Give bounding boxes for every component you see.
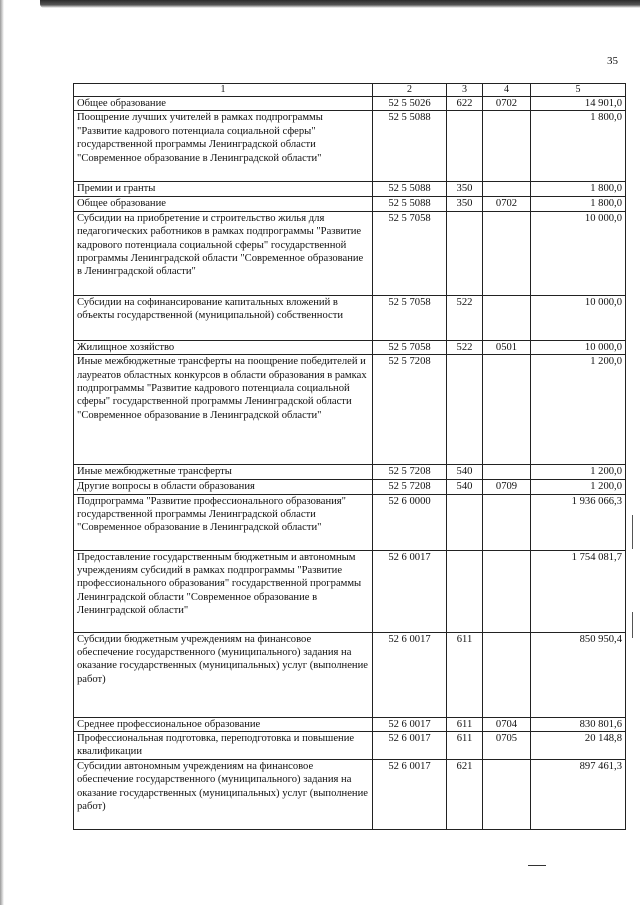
- row-vr-cell: 611: [447, 717, 483, 731]
- table-row: [74, 355, 626, 465]
- row-vr-cell: [447, 550, 483, 632]
- scan-bottom-mark: [528, 865, 546, 866]
- row-code-cell: 52 6 0017: [373, 717, 447, 731]
- row-rz-cell: 0705: [483, 732, 531, 760]
- row-name-cell: Жилищное хозяйство: [74, 340, 373, 354]
- row-name-cell: Иные межбюджетные трансферты на поощрение победителей и лауреатов областных конкурсов в области образования в рамках подпрограммы "Развитие кадрового потенциала социальной сферы" государственной программы Ленинградской области "Современное образование в Ленинградской области": [74, 355, 373, 465]
- table-row: [74, 732, 626, 760]
- header-cell-rz: 4: [483, 84, 531, 97]
- row-rz-cell: [483, 295, 531, 340]
- row-vr-cell: [447, 211, 483, 295]
- row-name-cell: Субсидии на софинансирование капитальных вложений в объекты государственной (муниципальной) собственности: [74, 295, 373, 340]
- row-name-cell: Общее образование: [74, 197, 373, 211]
- row-rz-cell: [483, 211, 531, 295]
- row-rz-cell: [483, 550, 531, 632]
- table-row: [74, 717, 626, 731]
- header-cell-name: 1: [74, 84, 373, 97]
- row-sum-cell: 830 801,6: [531, 717, 626, 731]
- row-name-cell: Субсидии на приобретение и строительство жилья для педагогических работников в рамках подпрограммы "Развитие кадрового потенциала социальной сферы" государственной программы Ленинградской области "Современное образование в Ленинградской области": [74, 211, 373, 295]
- row-sum-cell: 1 800,0: [531, 182, 626, 197]
- row-vr-cell: 350: [447, 182, 483, 197]
- row-code-cell: 52 6 0017: [373, 632, 447, 717]
- row-rz-cell: [483, 632, 531, 717]
- row-vr-cell: 540: [447, 465, 483, 480]
- row-code-cell: 52 6 0017: [373, 759, 447, 829]
- budget-table-body: [74, 84, 626, 830]
- table-row: [74, 494, 626, 550]
- row-vr-cell: 522: [447, 340, 483, 354]
- table-row: [74, 211, 626, 295]
- row-code-cell: 52 5 7208: [373, 480, 447, 494]
- row-rz-cell: [483, 355, 531, 465]
- row-sum-cell: 20 148,8: [531, 732, 626, 760]
- row-sum-cell: 10 000,0: [531, 295, 626, 340]
- table-row: [74, 340, 626, 354]
- header-cell-vr: 3: [447, 84, 483, 97]
- row-rz-cell: [483, 111, 531, 182]
- row-vr-cell: 621: [447, 759, 483, 829]
- row-name-cell: Общее образование: [74, 97, 373, 111]
- table-row: [74, 480, 626, 494]
- table-row: [74, 97, 626, 111]
- row-name-cell: Другие вопросы в области образования: [74, 480, 373, 494]
- row-rz-cell: [483, 494, 531, 550]
- table-row: [74, 111, 626, 182]
- row-sum-cell: 1 200,0: [531, 465, 626, 480]
- table-row: [74, 550, 626, 632]
- scan-left-edge: [0, 0, 4, 905]
- table-row: [74, 632, 626, 717]
- table-row: [74, 295, 626, 340]
- page-number: 35: [607, 55, 618, 67]
- table-row: [74, 182, 626, 197]
- row-rz-cell: [483, 759, 531, 829]
- row-vr-cell: 622: [447, 97, 483, 111]
- scan-margin-mark: [632, 612, 633, 638]
- row-rz-cell: [483, 182, 531, 197]
- row-vr-cell: 522: [447, 295, 483, 340]
- row-vr-cell: 350: [447, 197, 483, 211]
- row-code-cell: 52 5 7058: [373, 211, 447, 295]
- row-name-cell: Субсидии автономным учреждениям на финансовое обеспечение государственного (муниципального) задания на оказание государственных (муниципальных) услуг (выполнение работ): [74, 759, 373, 829]
- row-name-cell: Субсидии бюджетным учреждениям на финансовое обеспечение государственного (муниципального) задания на оказание государственных (муниципальных) услуг (выполнение работ): [74, 632, 373, 717]
- row-vr-cell: 611: [447, 632, 483, 717]
- row-code-cell: 52 6 0000: [373, 494, 447, 550]
- row-rz-cell: [483, 465, 531, 480]
- row-name-cell: Предоставление государственным бюджетным и автономным учреждениям субсидий в рамках подпрограммы "Развитие профессионального образования" государственной программы Ленинградской области "Современное образование в Ленинградской области": [74, 550, 373, 632]
- table-row: [74, 197, 626, 211]
- row-sum-cell: 1 754 081,7: [531, 550, 626, 632]
- row-code-cell: 52 5 5088: [373, 111, 447, 182]
- row-sum-cell: 1 936 066,3: [531, 494, 626, 550]
- row-name-cell: Иные межбюджетные трансферты: [74, 465, 373, 480]
- row-name-cell: Поощрение лучших учителей в рамках подпрограммы "Развитие кадрового потенциала социальной сферы" государственной программы Ленинградской области "Современное образование в Ленинградской области": [74, 111, 373, 182]
- row-sum-cell: 1 800,0: [531, 197, 626, 211]
- row-code-cell: 52 5 7058: [373, 340, 447, 354]
- table-row: [74, 465, 626, 480]
- table-row: [74, 759, 626, 829]
- row-code-cell: 52 5 7208: [373, 465, 447, 480]
- row-sum-cell: 10 000,0: [531, 211, 626, 295]
- row-code-cell: 52 5 5026: [373, 97, 447, 111]
- row-name-cell: Премии и гранты: [74, 182, 373, 197]
- row-rz-cell: 0709: [483, 480, 531, 494]
- row-rz-cell: 0702: [483, 97, 531, 111]
- budget-table: [73, 83, 626, 830]
- header-cell-code: 2: [373, 84, 447, 97]
- row-sum-cell: 14 901,0: [531, 97, 626, 111]
- row-sum-cell: 1 800,0: [531, 111, 626, 182]
- row-sum-cell: 897 461,3: [531, 759, 626, 829]
- row-rz-cell: 0702: [483, 197, 531, 211]
- row-vr-cell: 540: [447, 480, 483, 494]
- row-name-cell: Подпрограмма "Развитие профессионального образования" государственной программы Ленинградской области "Современное образование в Ленинградской области": [74, 494, 373, 550]
- row-sum-cell: 850 950,4: [531, 632, 626, 717]
- row-code-cell: 52 5 5088: [373, 182, 447, 197]
- row-name-cell: Среднее профессиональное образование: [74, 717, 373, 731]
- scan-top-edge: [40, 0, 640, 8]
- row-code-cell: 52 6 0017: [373, 550, 447, 632]
- row-code-cell: 52 5 5088: [373, 197, 447, 211]
- row-vr-cell: 611: [447, 732, 483, 760]
- row-sum-cell: 10 000,0: [531, 340, 626, 354]
- scan-margin-mark: [632, 515, 633, 549]
- row-vr-cell: [447, 494, 483, 550]
- row-name-cell: Профессиональная подготовка, переподготовка и повышение квалификации: [74, 732, 373, 760]
- row-vr-cell: [447, 111, 483, 182]
- row-sum-cell: 1 200,0: [531, 355, 626, 465]
- row-code-cell: 52 5 7058: [373, 295, 447, 340]
- header-cell-sum: 5: [531, 84, 626, 97]
- row-vr-cell: [447, 355, 483, 465]
- row-rz-cell: 0704: [483, 717, 531, 731]
- row-rz-cell: 0501: [483, 340, 531, 354]
- row-code-cell: 52 5 7208: [373, 355, 447, 465]
- table-header-row: [74, 84, 626, 97]
- row-code-cell: 52 6 0017: [373, 732, 447, 760]
- row-sum-cell: 1 200,0: [531, 480, 626, 494]
